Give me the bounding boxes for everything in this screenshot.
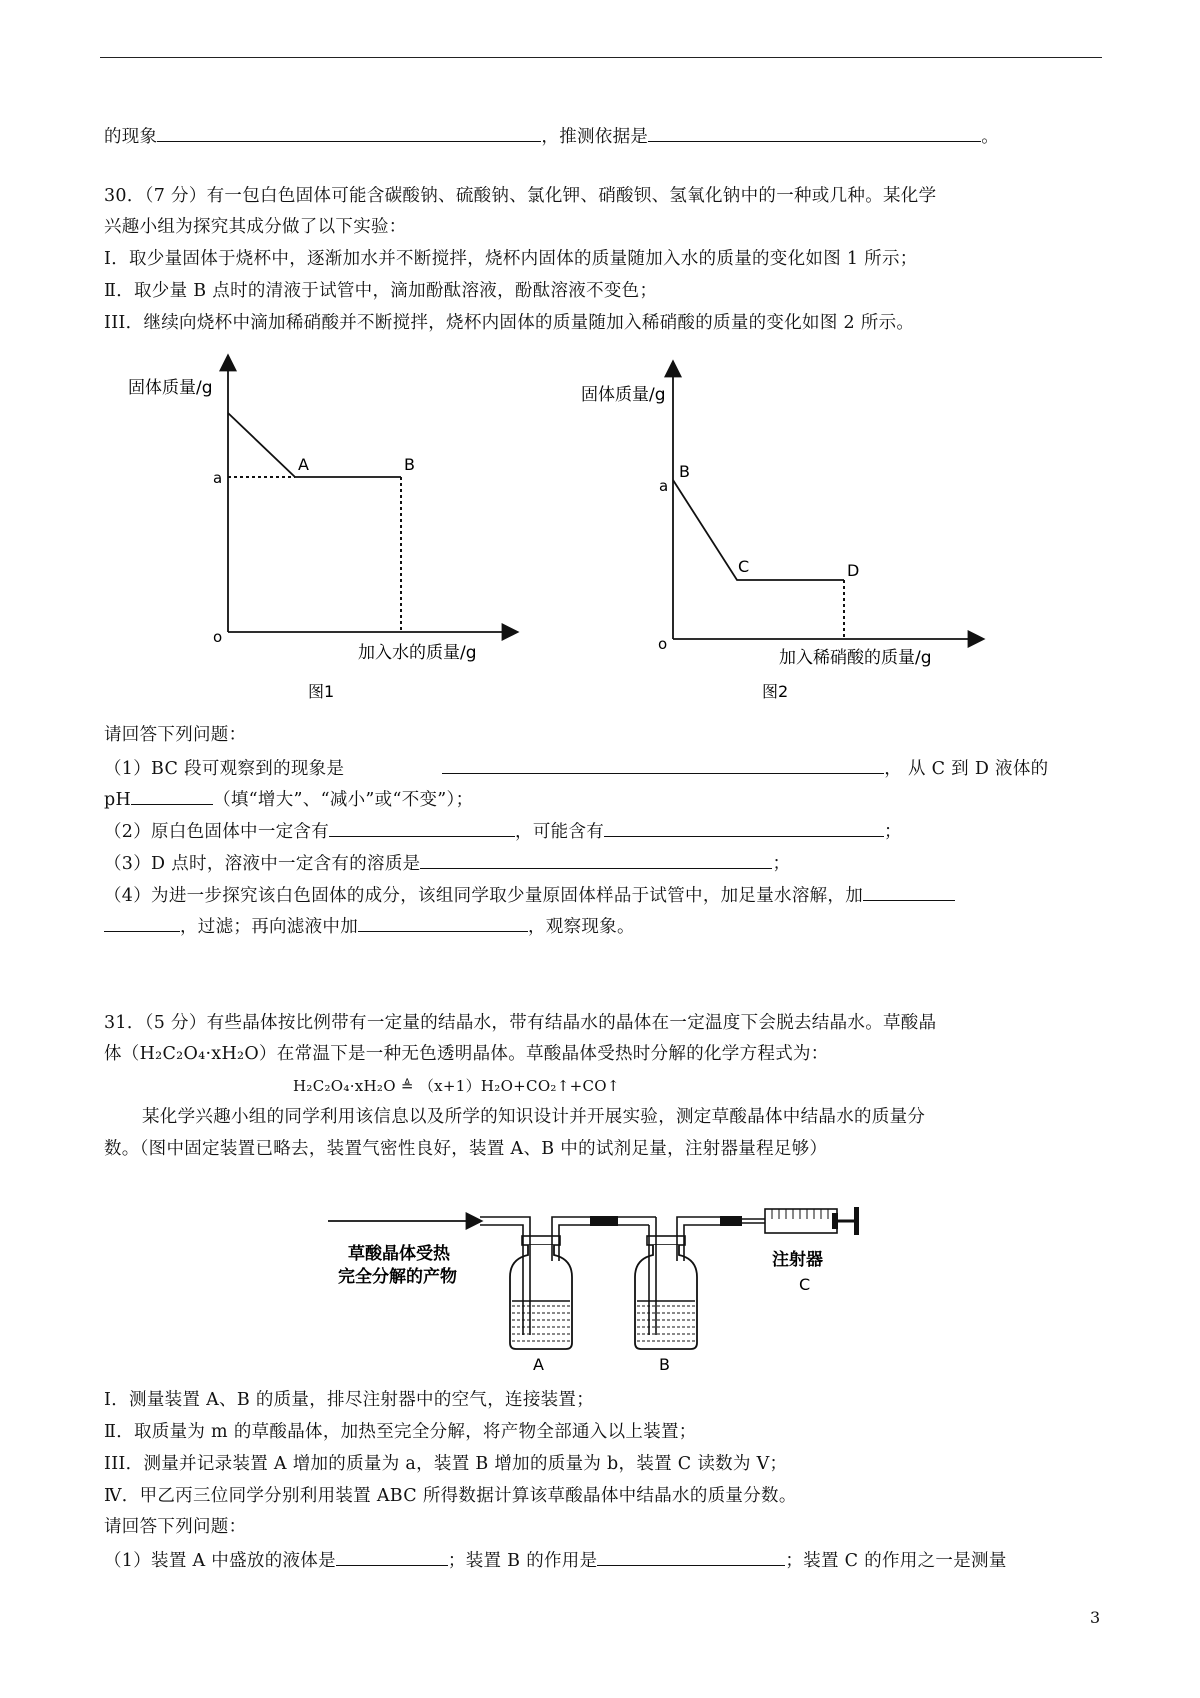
q31-sub1: （1）装置 A 中盛放的液体是 ；装置 B 的作用是 ；装置 C 的作用之一是测量	[104, 1547, 1007, 1573]
syringe-C-label: C	[799, 1275, 811, 1294]
rubber-tube-2	[720, 1216, 742, 1226]
fig1-point-B: B	[404, 455, 415, 474]
blank	[336, 1547, 448, 1566]
q30-sub4-line2: ，过滤；再向滤液中加 ，观察现象。	[104, 913, 635, 939]
q30-stem-line2: 兴趣小组为探究其成分做了以下实验：	[104, 217, 407, 237]
bottle-A-label: A	[533, 1355, 544, 1374]
bottle-A	[480, 1217, 590, 1349]
mass-curve	[228, 413, 401, 477]
q30-stem-line1: 30．（7 分）有一包白色固体可能含碳酸钠、硫酸钠、氯化钾、硝酸钡、氢氧化钠中的一种或几种。某化学	[104, 186, 937, 206]
q31-step1: Ⅰ．测量装置 A、B 的质量，排尽注射器中的空气，连接装置；	[104, 1390, 595, 1410]
q30-sub1-line2: pH （填“增大”、“减小”或“不变”）；	[104, 786, 473, 812]
syringe-C	[765, 1207, 859, 1235]
blank	[648, 123, 981, 142]
q30-step2: Ⅱ．取少量 B 点时的清液于试管中，滴加酚酞溶液，酚酞溶液不变色；	[104, 281, 658, 301]
fig1-origin: o	[213, 628, 223, 646]
fig2-xlabel: 加入稀硝酸的质量/g	[779, 648, 932, 668]
q31-stem-line2: 体（H₂C₂O₄·xH₂O）在常温下是一种无色透明晶体。草酸晶体受热时分解的化学方程式为：	[104, 1044, 829, 1064]
figure-1	[100, 345, 540, 705]
q31-step4: Ⅳ．甲乙丙三位同学分别利用装置 ABC 所得数据计算该草酸晶体中结晶水的质量分数。	[104, 1486, 797, 1506]
q31-stem-line1: 31．（5 分）有些晶体按比例带有一定量的结晶水，带有结晶水的晶体在一定温度下会脱去结晶水。草酸晶	[104, 1013, 937, 1033]
fig1-ylabel: 固体质量/g	[128, 378, 213, 398]
q30-sub1-line1: （1）BC 段可观察到的现象是 ， 从 C 到 D 液体的	[104, 755, 1048, 781]
intro-line: 的现象 ，推测依据是 。	[104, 123, 999, 149]
fig1-caption: 图1	[308, 682, 335, 701]
blank	[442, 755, 884, 774]
fig2-origin: o	[658, 635, 668, 653]
q31-para-line1: 某化学兴趣小组的同学利用该信息以及所学的知识设计并开展实验，测定草酸晶体中结晶水的质量分	[142, 1107, 926, 1127]
q31-equation: H₂C₂O₄·xH₂O ≜ （x+1）H₂O+CO₂↑+CO↑	[293, 1077, 620, 1095]
q30-sub2: （2）原白色固体中一定含有 ，可能含有 ；	[104, 818, 902, 844]
blank	[329, 818, 515, 837]
header-rule	[100, 57, 1102, 58]
blank	[157, 123, 541, 142]
apparatus-diagram	[320, 1185, 880, 1375]
fig1-a-label: a	[213, 469, 223, 487]
fig2-a-label: a	[659, 477, 669, 495]
blank	[863, 882, 955, 901]
blank	[604, 818, 884, 837]
mass-curve	[673, 480, 844, 580]
q31-step3: III．测量并记录装置 A 增加的质量为 a，装置 B 增加的质量为 b，装置 C 读数为 V；	[104, 1454, 788, 1474]
q31-step2: Ⅱ．取质量为 m 的草酸晶体，加热至完全分解，将产物全部通入以上装置；	[104, 1422, 697, 1442]
blank	[597, 1547, 785, 1566]
rubber-tube-1	[590, 1216, 618, 1226]
input-label-1: 草酸晶体受热	[348, 1244, 450, 1264]
q31-para-line2: 数。（图中固定装置已略去，装置气密性良好，装置 A、B 中的试剂足量，注射器量程足够）	[104, 1139, 828, 1159]
q30-answer-prompt: 请回答下列问题：	[104, 725, 247, 745]
q30-step1: Ⅰ．取少量固体于烧杯中，逐渐加水并不断搅拌，烧杯内固体的质量随加入水的质量的变化如图 1 所示；	[104, 249, 918, 269]
page-number: 3	[1090, 1608, 1101, 1627]
fig2-point-B: B	[679, 462, 690, 481]
blank	[420, 850, 772, 869]
fig1-point-A: A	[298, 455, 309, 474]
q30-sub4-line1: （4）为进一步探究该白色固体的成分，该组同学取少量原固体样品于试管中，加足量水溶解，加	[104, 882, 955, 908]
bottle-B-label: B	[659, 1355, 670, 1374]
fig2-caption: 图2	[762, 682, 789, 701]
q30-step3: III．继续向烧杯中滴加稀硝酸并不断搅拌，烧杯内固体的质量随加入稀硝酸的质量的变化如图 2 所示。	[104, 313, 915, 333]
fig2-ylabel: 固体质量/g	[581, 385, 666, 405]
blank	[358, 913, 528, 932]
blank	[104, 913, 180, 932]
fig2-point-C: C	[738, 557, 750, 576]
figure-2	[555, 345, 995, 705]
syringe-label: 注射器	[772, 1250, 823, 1270]
q31-answer-prompt: 请回答下列问题：	[104, 1517, 247, 1537]
fig1-xlabel: 加入水的质量/g	[358, 643, 477, 663]
bottle-B	[635, 1217, 720, 1349]
input-label-2: 完全分解的产物	[338, 1267, 457, 1287]
blank	[131, 786, 213, 805]
q30-sub3: （3）D 点时，溶液中一定含有的溶质是 ；	[104, 850, 790, 876]
fig2-point-D: D	[847, 561, 860, 580]
